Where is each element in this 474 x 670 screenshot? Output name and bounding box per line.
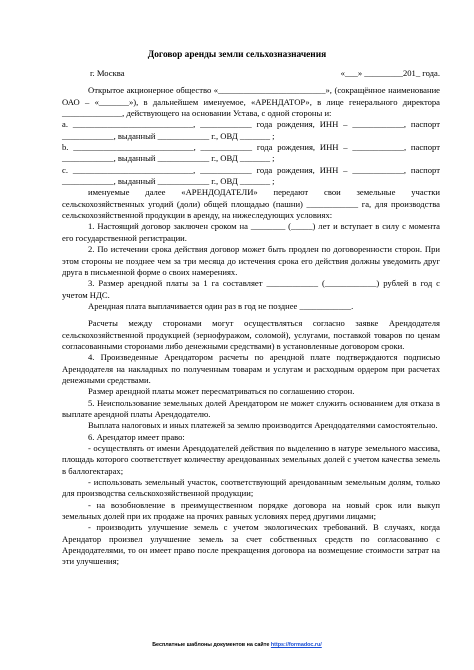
footer-note — [0, 642, 474, 648]
clause-6-item-3: - на возобновление в преимущественном порядке договора на новый срок или выкуп земельных долей при их продаже на прочих равных условиях перед другими лицами; — [62, 499, 440, 522]
clause-6-item-4: - производить улучшение земель с учетом экологических требований. В случаях, когда Арендатор произвел улучшение земель за счет собственных средств по согласованию с Арендодателями, то он имеет право после прекращения договора на возмещение стоимости затрат на эти улучшения; — [62, 522, 440, 567]
paragraph-party-c: с. ____________________________, ____________ года рождения, ИНН – ____________, паспорт ____________, выданный ____________ г., ОВД _______ ; — [62, 164, 440, 187]
document-title: Договор аренды земли сельхозназначения — [147, 50, 327, 60]
paragraph-party-a: а. ____________________________, ____________ года рождения, ИНН – ____________, паспорт ____________, выданный ____________ г., ОВД _______ ; — [62, 119, 440, 141]
paragraph-lessors: именуемые далее «АРЕНДОДАТЕЛИ» передают свои земельные участки сельскохозяйственных угодий (доли) общей площадью (пашни) ____________ га, для производства сельскохозяйственной продукции в аренду, на нижеследующих условиях: — [62, 187, 440, 221]
clause-2: 2. По истечении срока действия договор может быть продлен по договоренности сторон. При этом стороны не позднее чем за три месяца до истечения срока его действия должны уведомить друг друга в письменной форме о своих намерениях. — [62, 244, 440, 277]
clause-3-settlements: Расчеты между сторонами могут осуществляться согласно заявке Арендодателя сельскохозяйственной продукцией (зернофуражом, соломой), услугами, поставкой товаров по ценам согласованными сторонами либо денежными средствами) в установленные договором сроки. — [62, 318, 440, 351]
footer-link[interactable]: https://formadoc.ru/ — [270, 642, 322, 648]
clause-5-taxes: Выплата налоговых и иных платежей за землю производится Арендодателями самостоятельно. — [88, 420, 438, 431]
contract-place: г. Москва — [90, 68, 125, 78]
clause-6: 6. Арендатор имеет право: — [88, 431, 185, 442]
document-body — [62, 68, 440, 568]
paragraph-party-b: b. ____________________________, ____________ года рождения, ИНН – ____________, паспорт ____________, выданный ____________ г., ОВД _______ ; — [62, 142, 440, 164]
place-date-line — [62, 68, 440, 79]
paragraph-parties-intro: Открытое акционерное общество «_________________________», (сокращённое наименование ОАО – «_______»), в дальнейшем именуемое, «АРЕНДАТОР», в лице генерального директора ______________, действующего на основании Устава, с одной стороны и: — [62, 85, 440, 119]
contract-date: «___» _________201_ года. — [340, 68, 440, 78]
footer-prefix: Бесплатные шаблоны документов на сайте — [152, 642, 270, 648]
clause-1: 1. Настоящий договор заключен сроком на ________ (_____) лет и вступает в силу с момента его государственной регистрации. — [62, 221, 440, 243]
clause-6-item-1: - осуществлять от имени Арендодателей действия по выделению в натуре земельного массива, площадь которого соответствует количеству арендованных земельных долей с учетом качества земель в баллогектарах; — [62, 443, 440, 476]
clause-3-payment: Арендная плата выплачивается один раз в год не позднее ____________. — [88, 300, 354, 311]
clause-3: 3. Размер арендной платы за 1 га составляет ____________ (____________) рублей в год с учетом НДС. — [62, 278, 440, 300]
clause-6-item-2: - использовать земельный участок, соответствующий арендованным земельным долям, только для производства сельскохозяйственной продукции; — [62, 477, 440, 499]
clause-4: 4. Произведенные Арендатором расчеты по арендной плате подтверждаются подписью Арендодателя на накладных по полученным товарам и услугам и расходным ордером при расчетах денежными средствами. — [62, 352, 440, 385]
clause-5: 5. Неиспользование земельных долей Арендатором не может служить основанием для отказа в выплате арендной платы Арендодателю. — [62, 397, 440, 419]
clause-4-revision: Размер арендной платы может пересматриваться по соглашению сторон. — [88, 386, 355, 397]
